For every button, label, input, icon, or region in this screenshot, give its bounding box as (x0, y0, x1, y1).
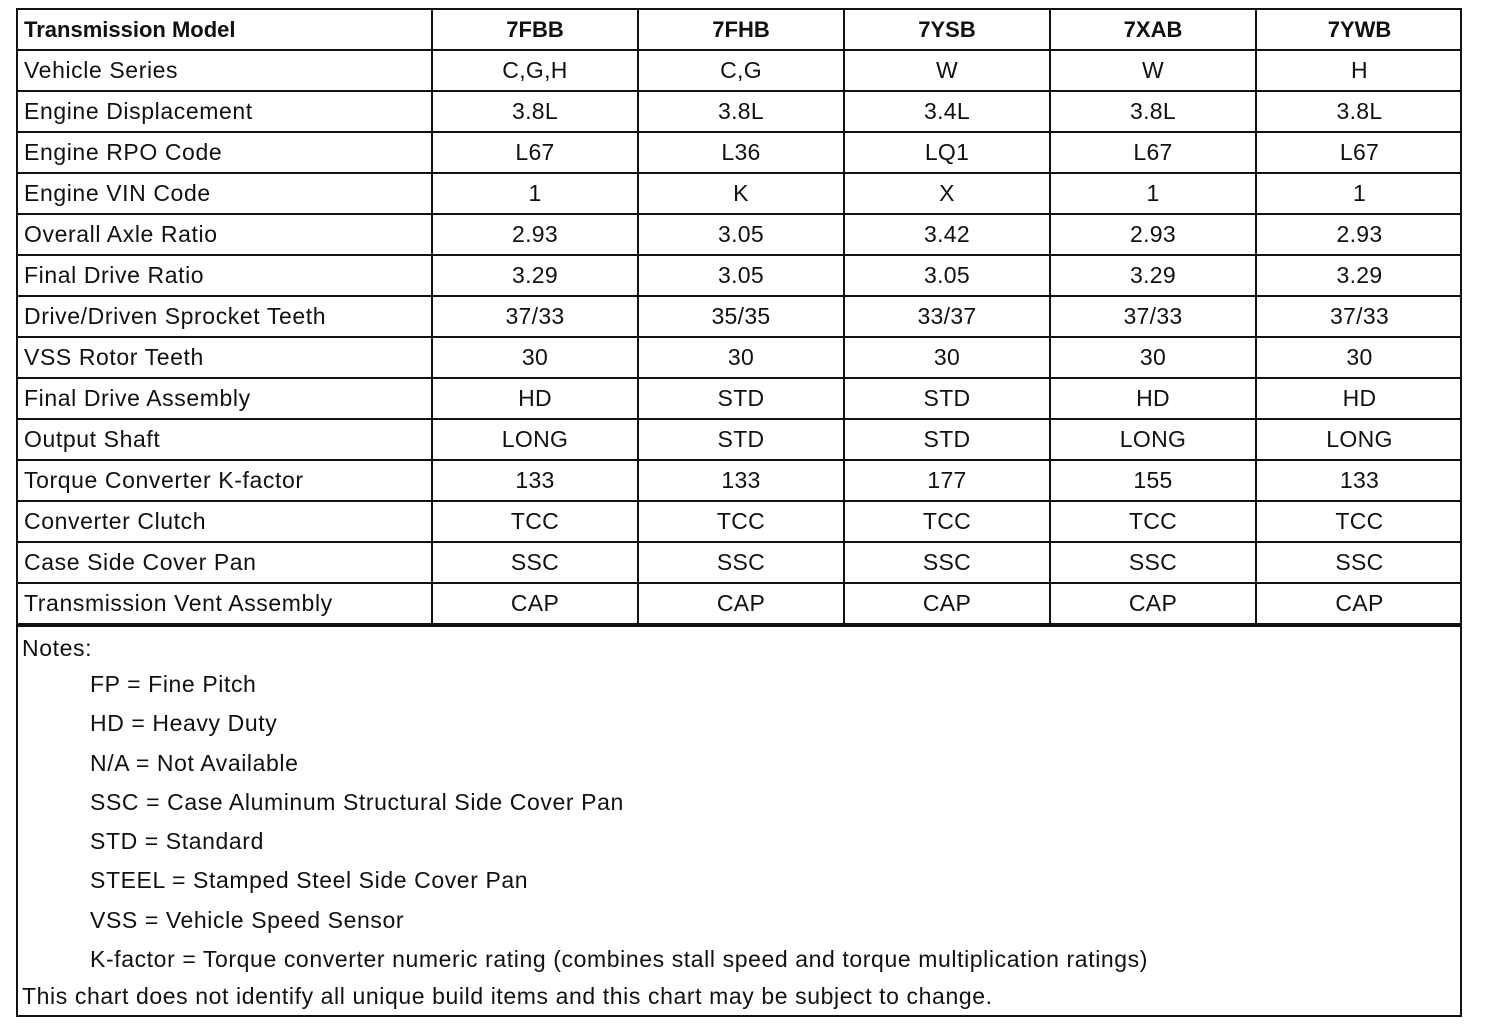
table-cell: 3.8L (432, 91, 638, 132)
notes-list (22, 665, 1460, 979)
table-cell: 1 (1256, 173, 1462, 214)
table-row (18, 50, 1462, 91)
table-cell: SSC (432, 542, 638, 583)
notes-title: Notes: (22, 635, 93, 661)
row-label: Engine VIN Code (18, 173, 432, 214)
table-cell: K (638, 173, 844, 214)
table-cell: TCC (1256, 501, 1462, 542)
table-row (18, 173, 1462, 214)
table-cell: LONG (1256, 419, 1462, 460)
table-cell: 35/35 (638, 296, 844, 337)
table-cell: 3.05 (844, 255, 1050, 296)
table-cell: LONG (1050, 419, 1256, 460)
table-row (18, 501, 1462, 542)
row-label: Final Drive Assembly (18, 378, 432, 419)
table-cell: 3.8L (1050, 91, 1256, 132)
table-cell: C,G (638, 50, 844, 91)
row-label: Engine Displacement (18, 91, 432, 132)
table-cell: SSC (1050, 542, 1256, 583)
header-label: Transmission Model (18, 10, 432, 50)
table-cell: 2.93 (1256, 214, 1462, 255)
table-cell: 37/33 (1256, 296, 1462, 337)
table-cell: 3.05 (638, 214, 844, 255)
spec-table (18, 10, 1462, 625)
table-cell: CAP (1050, 583, 1256, 624)
note-item: VSS = Vehicle Speed Sensor (90, 906, 405, 933)
note-item: STEEL = Stamped Steel Side Cover Pan (90, 867, 529, 894)
table-row (18, 255, 1462, 296)
table-cell: SSC (844, 542, 1050, 583)
table-cell: 155 (1050, 460, 1256, 501)
table-cell: 3.29 (1050, 255, 1256, 296)
table-cell: 33/37 (844, 296, 1050, 337)
table-cell: 133 (638, 460, 844, 501)
table-cell: 133 (1256, 460, 1462, 501)
table-cell: 1 (432, 173, 638, 214)
table-row (18, 378, 1462, 419)
table-cell: HD (432, 378, 638, 419)
table-row (18, 460, 1462, 501)
table-cell: STD (844, 419, 1050, 460)
table-cell: L67 (432, 132, 638, 173)
table-cell: L36 (638, 132, 844, 173)
model-header: 7XAB (1050, 10, 1256, 50)
table-cell: STD (844, 378, 1050, 419)
note-item: SSC = Case Aluminum Structural Side Cover Pan (90, 788, 624, 815)
table-cell: STD (638, 419, 844, 460)
table-cell: CAP (638, 583, 844, 624)
row-label: VSS Rotor Teeth (18, 337, 432, 378)
disclaimer: This chart does not identify all unique build items and this chart may be subject to change. (22, 983, 993, 1009)
table-row (18, 583, 1462, 624)
table-cell: CAP (432, 583, 638, 624)
table-cell: HD (1256, 378, 1462, 419)
note-item: HD = Heavy Duty (90, 710, 278, 737)
model-header: 7YSB (844, 10, 1050, 50)
table-cell: TCC (1050, 501, 1256, 542)
table-cell: L67 (1050, 132, 1256, 173)
table-cell: TCC (432, 501, 638, 542)
table-cell: 3.29 (1256, 255, 1462, 296)
row-label: Final Drive Ratio (18, 255, 432, 296)
table-cell: C,G,H (432, 50, 638, 91)
row-label: Torque Converter K-factor (18, 460, 432, 501)
table-cell: 3.8L (638, 91, 844, 132)
table-cell: L67 (1256, 132, 1462, 173)
row-label: Transmission Vent Assembly (18, 583, 432, 624)
table-cell: 2.93 (432, 214, 638, 255)
table-cell: 3.29 (432, 255, 638, 296)
table-cell: SSC (638, 542, 844, 583)
table-cell: 1 (1050, 173, 1256, 214)
table-cell: LONG (432, 419, 638, 460)
note-item: FP = Fine Pitch (90, 671, 257, 697)
row-label: Case Side Cover Pan (18, 542, 432, 583)
model-header: 7FBB (432, 10, 638, 50)
table-cell: STD (638, 378, 844, 419)
row-label: Vehicle Series (18, 50, 432, 91)
table-cell: 30 (1050, 337, 1256, 378)
model-header: 7YWB (1256, 10, 1462, 50)
table-cell: 30 (432, 337, 638, 378)
table-cell: CAP (1256, 583, 1462, 624)
table-cell: TCC (844, 501, 1050, 542)
table-row (18, 132, 1462, 173)
table-cell: 3.42 (844, 214, 1050, 255)
table-cell: HD (1050, 378, 1256, 419)
table-cell: 37/33 (1050, 296, 1256, 337)
table-cell: SSC (1256, 542, 1462, 583)
table-cell: 133 (432, 460, 638, 501)
note-item: N/A = Not Available (90, 749, 299, 776)
table-cell: W (844, 50, 1050, 91)
table-cell: LQ1 (844, 132, 1050, 173)
row-label: Output Shaft (18, 419, 432, 460)
table-cell: 3.05 (638, 255, 844, 296)
row-label: Overall Axle Ratio (18, 214, 432, 255)
table-header-row (18, 10, 1462, 50)
note-item: STD = Standard (90, 828, 264, 855)
table-row (18, 337, 1462, 378)
table-cell: 37/33 (432, 296, 638, 337)
table-row (18, 542, 1462, 583)
note-item: K-factor = Torque converter numeric rating (combines stall speed and torque multiplication ratings) (90, 946, 1149, 973)
table-cell: 30 (844, 337, 1050, 378)
row-label: Engine RPO Code (18, 132, 432, 173)
row-label: Converter Clutch (18, 501, 432, 542)
table-cell: TCC (638, 501, 844, 542)
table-cell: 30 (638, 337, 844, 378)
table-row (18, 296, 1462, 337)
table-cell: 3.8L (1256, 91, 1462, 132)
table-row (18, 91, 1462, 132)
table-cell: 3.4L (844, 91, 1050, 132)
table-row (18, 214, 1462, 255)
table-body (18, 50, 1462, 624)
row-label: Drive/Driven Sprocket Teeth (18, 296, 432, 337)
table-cell: H (1256, 50, 1462, 91)
table-cell: W (1050, 50, 1256, 91)
table-cell: X (844, 173, 1050, 214)
table-cell: 177 (844, 460, 1050, 501)
model-header: 7FHB (638, 10, 844, 50)
transmission-spec-sheet (16, 8, 1462, 1017)
table-cell: 2.93 (1050, 214, 1256, 255)
table-cell: 30 (1256, 337, 1462, 378)
table-row (18, 419, 1462, 460)
table-cell: CAP (844, 583, 1050, 624)
notes-section (18, 625, 1460, 1015)
